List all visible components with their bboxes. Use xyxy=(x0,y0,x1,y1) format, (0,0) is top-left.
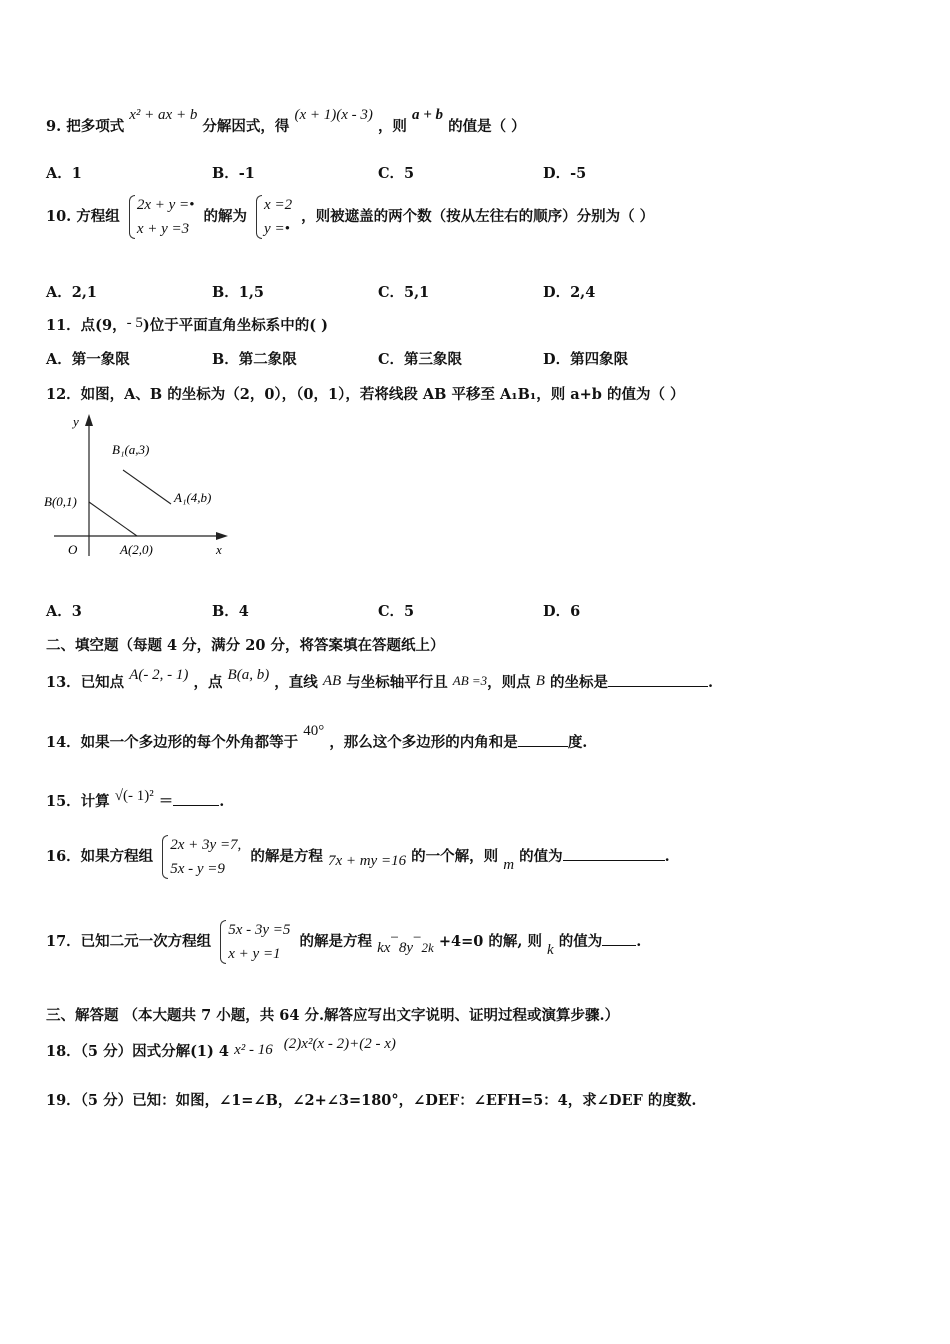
q9-option-b: B．-1 xyxy=(212,165,255,182)
q10-text: 方程组 xyxy=(76,208,120,225)
q16-variable-m: m xyxy=(503,857,515,873)
q17-answer-blank[interactable] xyxy=(602,933,636,946)
q10-solution-y: y =• xyxy=(264,221,290,237)
q17-text: . xyxy=(636,933,642,950)
q13-text: ，直线 xyxy=(274,674,318,691)
q10-option-d: D．2,4 xyxy=(543,284,596,301)
q10-solution xyxy=(256,193,292,241)
q9-text: ，则 xyxy=(377,118,407,135)
q12-option-a: A．3 xyxy=(46,603,82,620)
q17-term-8y: 8y xyxy=(398,940,414,956)
q9-option-d: D．-5 xyxy=(543,165,587,182)
q9-option-a: A．1 xyxy=(46,165,82,182)
question-19: 19．（5 分）已知：如图，∠1=∠B，∠2+∠3=180°，∠DEF：∠EFH=5：4，求∠DEF 的度数. xyxy=(46,1092,697,1109)
q10-system-eq2: x + y =3 xyxy=(136,221,190,237)
q16-text: 16．如果方程组 xyxy=(46,848,154,865)
y-axis-arrow-icon xyxy=(85,414,93,426)
q10-option-a: A．2,1 xyxy=(46,284,97,301)
question-15 xyxy=(46,790,224,811)
q15-expression: √(- 1)² xyxy=(114,788,154,804)
origin-label: O xyxy=(68,542,78,557)
q12-option-c: C．5 xyxy=(378,603,415,620)
segment-ab xyxy=(89,502,137,536)
q17-system-eq1: 5x - 3y =5 xyxy=(228,922,291,938)
q13-text: 已知点 xyxy=(80,674,125,691)
q17-text: 的解是方程 xyxy=(299,933,372,950)
q18-text: 18．（5 分）因式分解(1) 4 xyxy=(46,1043,230,1060)
q10-option-b: B．1,5 xyxy=(212,284,264,301)
q11-option-c: C．第三象限 xyxy=(378,351,463,368)
question-17 xyxy=(46,918,641,966)
q16-answer-blank[interactable] xyxy=(563,848,665,861)
question-16 xyxy=(46,833,670,881)
q9-text: 的值是（ ） xyxy=(448,118,526,135)
q10-solution-x: x =2 xyxy=(264,197,293,213)
x-axis-label: x xyxy=(216,542,222,557)
q13-text: 与坐标轴平行且 xyxy=(346,674,448,691)
point-a-label: A(2,0) xyxy=(120,542,153,557)
q14-text: 度. xyxy=(567,734,588,751)
q10-text: ，则被遮盖的两个数（按从左往右的顺序）分别为（ ） xyxy=(301,208,655,225)
q13-number: 13． xyxy=(46,674,81,691)
q10-number: 10. xyxy=(46,208,72,225)
point-a1-label: A₁(4,b) xyxy=(174,490,212,505)
q14-angle: 40° xyxy=(303,723,325,739)
x-axis-arrow-icon xyxy=(216,532,228,540)
q17-system-eq2: x + y =1 xyxy=(228,946,281,962)
question-12: 12．如图，A、B 的坐标为（2，0），（0，1），若将线段 AB 平移至 A₁B₁，则 a+b 的值为（ ） xyxy=(46,386,685,403)
q15-text: ＝ xyxy=(158,793,174,810)
q12-coordinate-figure xyxy=(40,408,240,563)
q11-option-a: A．第一象限 xyxy=(46,351,130,368)
q14-text: ，那么这个多边形的内角和是 xyxy=(329,734,518,751)
q17-minus: − xyxy=(413,930,422,946)
q10-system-eq1: 2x + y =• xyxy=(136,197,195,213)
q16-system-eq1: 2x + 3y =7, xyxy=(170,837,242,853)
q17-variable-k: k xyxy=(547,942,554,958)
q12-option-b: B．4 xyxy=(212,603,249,620)
q13-text: ，点 xyxy=(193,674,223,691)
q13-line-ab: AB xyxy=(322,673,342,689)
q13-text: ，则点 xyxy=(487,674,531,691)
question-18 xyxy=(46,1036,396,1061)
q11-value: - 5 xyxy=(126,315,143,331)
point-b-label: B(0,1) xyxy=(44,494,77,509)
q12-option-d: D．6 xyxy=(543,603,581,620)
q16-text: . xyxy=(664,848,670,865)
segment-a1b1 xyxy=(123,470,171,504)
q13-point-b: B(a, b) xyxy=(227,667,270,683)
question-11 xyxy=(46,314,328,335)
q9-option-c: C．5 xyxy=(378,165,415,182)
q16-text: 的值为 xyxy=(519,848,563,865)
q17-system xyxy=(220,918,290,966)
q13-answer-blank[interactable] xyxy=(608,674,708,687)
section-3-heading: 三、解答题 （本大题共 7 小题，共 64 分.解答应写出文字说明、证明过程或演算步骤.） xyxy=(46,1007,620,1024)
q17-term-kx: kx xyxy=(377,940,391,956)
q15-answer-blank[interactable] xyxy=(173,793,219,806)
q11-text: 11．点(9， xyxy=(46,317,127,334)
q9-text: 分解因式，得 xyxy=(202,118,290,135)
q17-text: 的值为 xyxy=(558,933,603,950)
q13-condition: AB =3 xyxy=(452,673,488,688)
q11-text: )位于平面直角坐标系中的( ) xyxy=(142,317,329,334)
q18-expression-2: (2)x²(x - 2)+(2 - x) xyxy=(283,1036,396,1052)
section-2-heading: 二、填空题（每题 4 分，满分 20 分，将答案填在答题纸上） xyxy=(46,637,445,654)
question-13 xyxy=(46,667,714,692)
q17-text: 17．已知二元一次方程组 xyxy=(46,933,212,950)
q15-text: . xyxy=(219,793,225,810)
question-14 xyxy=(46,723,588,752)
q9-expression: a + b xyxy=(412,107,444,123)
q9-factored: (x + 1)(x - 3) xyxy=(294,107,373,123)
q17-term-2k: 2k xyxy=(421,940,434,955)
q11-option-d: D．第四象限 xyxy=(543,351,629,368)
q9-text: 把多项式 xyxy=(66,118,125,135)
q16-text: 的一个解，则 xyxy=(411,848,499,865)
q10-option-c: C．5,1 xyxy=(378,284,430,301)
q11-option-b: B．第二象限 xyxy=(212,351,297,368)
q13-text: 的坐标是 xyxy=(549,674,608,691)
q16-text: 的解是方程 xyxy=(250,848,323,865)
q14-answer-blank[interactable] xyxy=(518,734,568,747)
point-b1-label: B₁(a,3) xyxy=(112,442,150,457)
question-10 xyxy=(46,193,654,241)
y-axis-label: y xyxy=(73,414,79,429)
q9-polynomial: x² + ax + b xyxy=(129,107,198,123)
q18-expression-1: x² - 16 xyxy=(234,1042,273,1058)
q16-equation: 7x + my =16 xyxy=(327,853,407,869)
q15-text: 15．计算 xyxy=(46,793,110,810)
question-9 xyxy=(46,107,526,136)
q16-system-eq2: 5x - y =9 xyxy=(170,861,225,877)
q9-number: 9. xyxy=(46,118,62,135)
q13-point-name: B xyxy=(535,673,545,689)
q17-minus: − xyxy=(390,930,399,946)
q14-text: 14．如果一个多边形的每个外角都等于 xyxy=(46,734,299,751)
q13-text: . xyxy=(707,674,714,691)
q10-system xyxy=(129,193,195,241)
q10-text: 的解为 xyxy=(203,208,247,225)
q13-point-a: A(- 2, - 1) xyxy=(129,667,189,683)
q17-text: +4=0 的解, 则 xyxy=(438,933,542,950)
q16-system xyxy=(162,833,241,881)
